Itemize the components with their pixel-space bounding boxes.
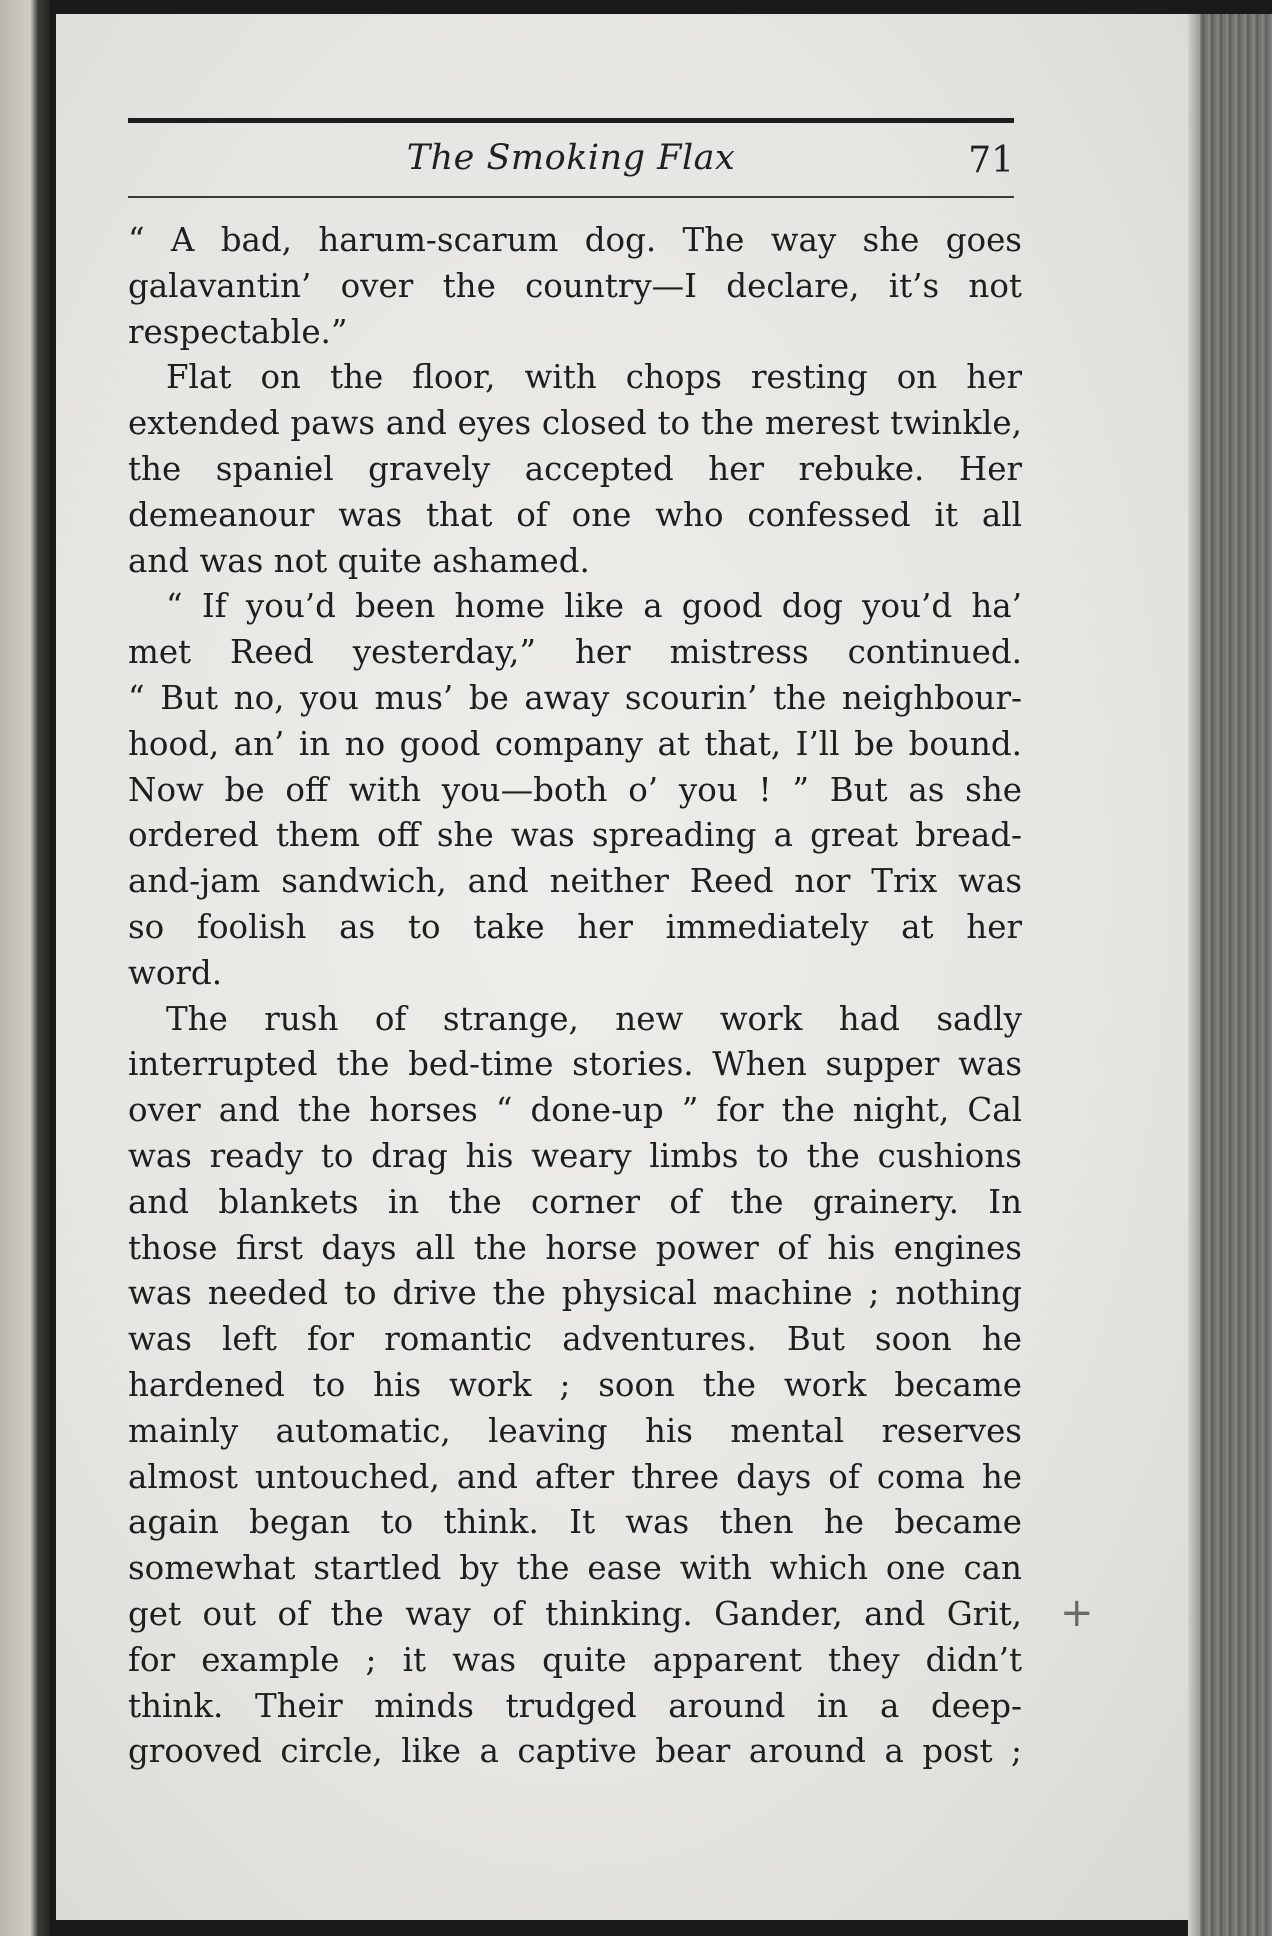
text-line: respectable.” bbox=[128, 312, 348, 351]
text-line: Flat on the floor, with chops resting on her bbox=[166, 358, 1022, 397]
text-line: Now be off with you—both o’ you ! ” But as she bbox=[128, 770, 1022, 809]
text-line: so foolish as to take her immediately at her bbox=[128, 907, 1022, 946]
text-line: hardened to his work ; soon the work became bbox=[128, 1365, 1022, 1404]
text-line: think. Their minds trudged around in a deep- bbox=[128, 1686, 1022, 1725]
running-title: The Smoking Flax bbox=[406, 138, 736, 178]
text-line: was ready to drag his weary limbs to the cushions bbox=[128, 1136, 1022, 1175]
text-line: ordered them off she was spreading a great bread- bbox=[128, 816, 1022, 855]
text-line: galavantin’ over the country—I declare, it’s not bbox=[128, 266, 1022, 305]
header-rule-thin bbox=[128, 196, 1014, 198]
text-line: and was not quite ashamed. bbox=[128, 541, 590, 580]
text-line: the spaniel gravely accepted her rebuke. Her bbox=[128, 449, 1022, 488]
text-line: was needed to drive the physical machine ; nothing bbox=[128, 1274, 1022, 1313]
text-line: “ If you’d been home like a good dog you’d ha’ bbox=[166, 587, 1022, 626]
text-line: “ A bad, harum-scarum dog. The way she goes bbox=[128, 221, 1022, 259]
text-line: somewhat startled by the ease with which one can bbox=[128, 1549, 1022, 1588]
page-edge-shadow bbox=[1188, 14, 1200, 1936]
text-line: met Reed yesterday,” her mistress continued. bbox=[128, 633, 1022, 672]
facing-page-edge bbox=[0, 0, 50, 1936]
text-line: and-jam sandwich, and neither Reed nor Trix was bbox=[128, 862, 1022, 901]
text-line: almost untouched, and after three days of coma he bbox=[128, 1457, 1022, 1496]
text-line: hood, an’ in no good company at that, I’ll be bound. bbox=[128, 724, 1022, 763]
text-line: extended paws and eyes closed to the merest twinkle, bbox=[128, 404, 1022, 443]
body-text bbox=[128, 218, 1022, 1775]
text-line: demeanour was that of one who confessed it all bbox=[128, 495, 1022, 534]
text-line: “ But no, you mus’ be away scourin’ the neighbour- bbox=[128, 678, 1022, 717]
text-line: for example ; it was quite apparent they didn’t bbox=[128, 1640, 1022, 1679]
margin-pencil-mark: + bbox=[1060, 1590, 1094, 1636]
header-rule-thick bbox=[128, 118, 1014, 123]
text-line: get out of the way of thinking. Gander, and Grit, bbox=[128, 1594, 1022, 1633]
text-line: word. bbox=[128, 953, 223, 992]
page-stack-edge bbox=[1188, 14, 1272, 1936]
text-line: those first days all the horse power of his engines bbox=[128, 1228, 1022, 1267]
text-line: interrupted the bed-time stories. When supper was bbox=[128, 1045, 1022, 1084]
text-line: again began to think. It was then he became bbox=[128, 1503, 1022, 1542]
text-line: The rush of strange, new work had sadly bbox=[166, 999, 1022, 1038]
text-line: grooved circle, like a captive bear around a post ; bbox=[128, 1732, 1022, 1771]
text-line: and blankets in the corner of the grainery. In bbox=[128, 1182, 1022, 1221]
page-number: 71 bbox=[968, 140, 1014, 181]
text-line: over and the horses “ done-up ” for the night, Cal bbox=[128, 1091, 1022, 1130]
text-line: mainly automatic, leaving his mental reserves bbox=[128, 1411, 1022, 1450]
text-line: was left for romantic adventures. But soon he bbox=[128, 1320, 1022, 1359]
